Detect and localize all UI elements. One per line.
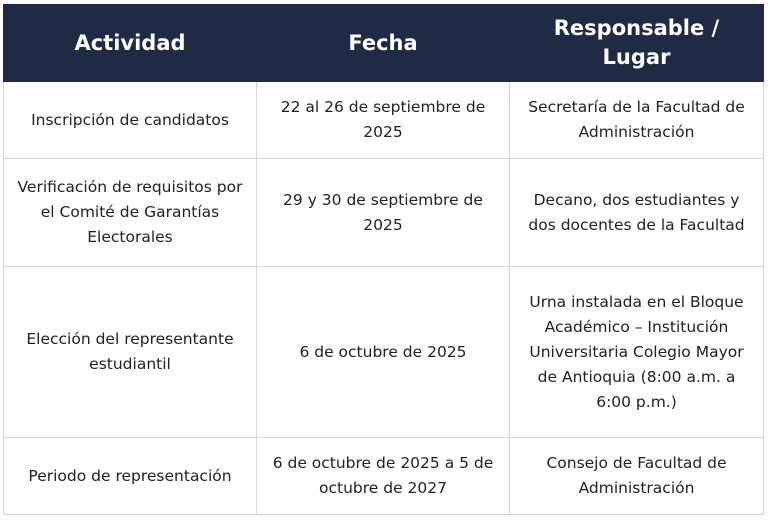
header-fecha: Fecha [257,5,510,82]
cell-responsable: Secretaría de la Facultad de Administración [510,82,764,159]
election-schedule-table [3,4,764,515]
cell-actividad: Inscripción de candidatos [4,82,257,159]
table-row [4,82,764,159]
cell-fecha: 29 y 30 de septiembre de 2025 [257,159,510,267]
cell-actividad: Elección del representante estudiantil [4,267,257,438]
cell-fecha: 6 de octubre de 2025 [257,267,510,438]
cell-fecha: 6 de octubre de 2025 a 5 de octubre de 2027 [257,438,510,515]
header-actividad: Actividad [4,5,257,82]
cell-responsable: Consejo de Facultad de Administración [510,438,764,515]
schedule-table-container [3,4,763,515]
table-body [4,82,764,515]
cell-actividad: Verificación de requisitos por el Comité de Garantías Electorales [4,159,257,267]
table-row [4,438,764,515]
table-row [4,159,764,267]
header-responsable-lugar: Responsable / Lugar [510,5,764,82]
table-row [4,267,764,438]
cell-responsable: Decano, dos estudiantes y dos docentes de la Facultad [510,159,764,267]
cell-actividad: Periodo de representación [4,438,257,515]
cell-responsable: Urna instalada en el Bloque Académico – Institución Universitaria Colegio Mayor de Antioquia (8:00 a.m. a 6:00 p.m.) [510,267,764,438]
table-header [4,5,764,82]
cell-fecha: 22 al 26 de septiembre de 2025 [257,82,510,159]
header-row [4,5,764,82]
